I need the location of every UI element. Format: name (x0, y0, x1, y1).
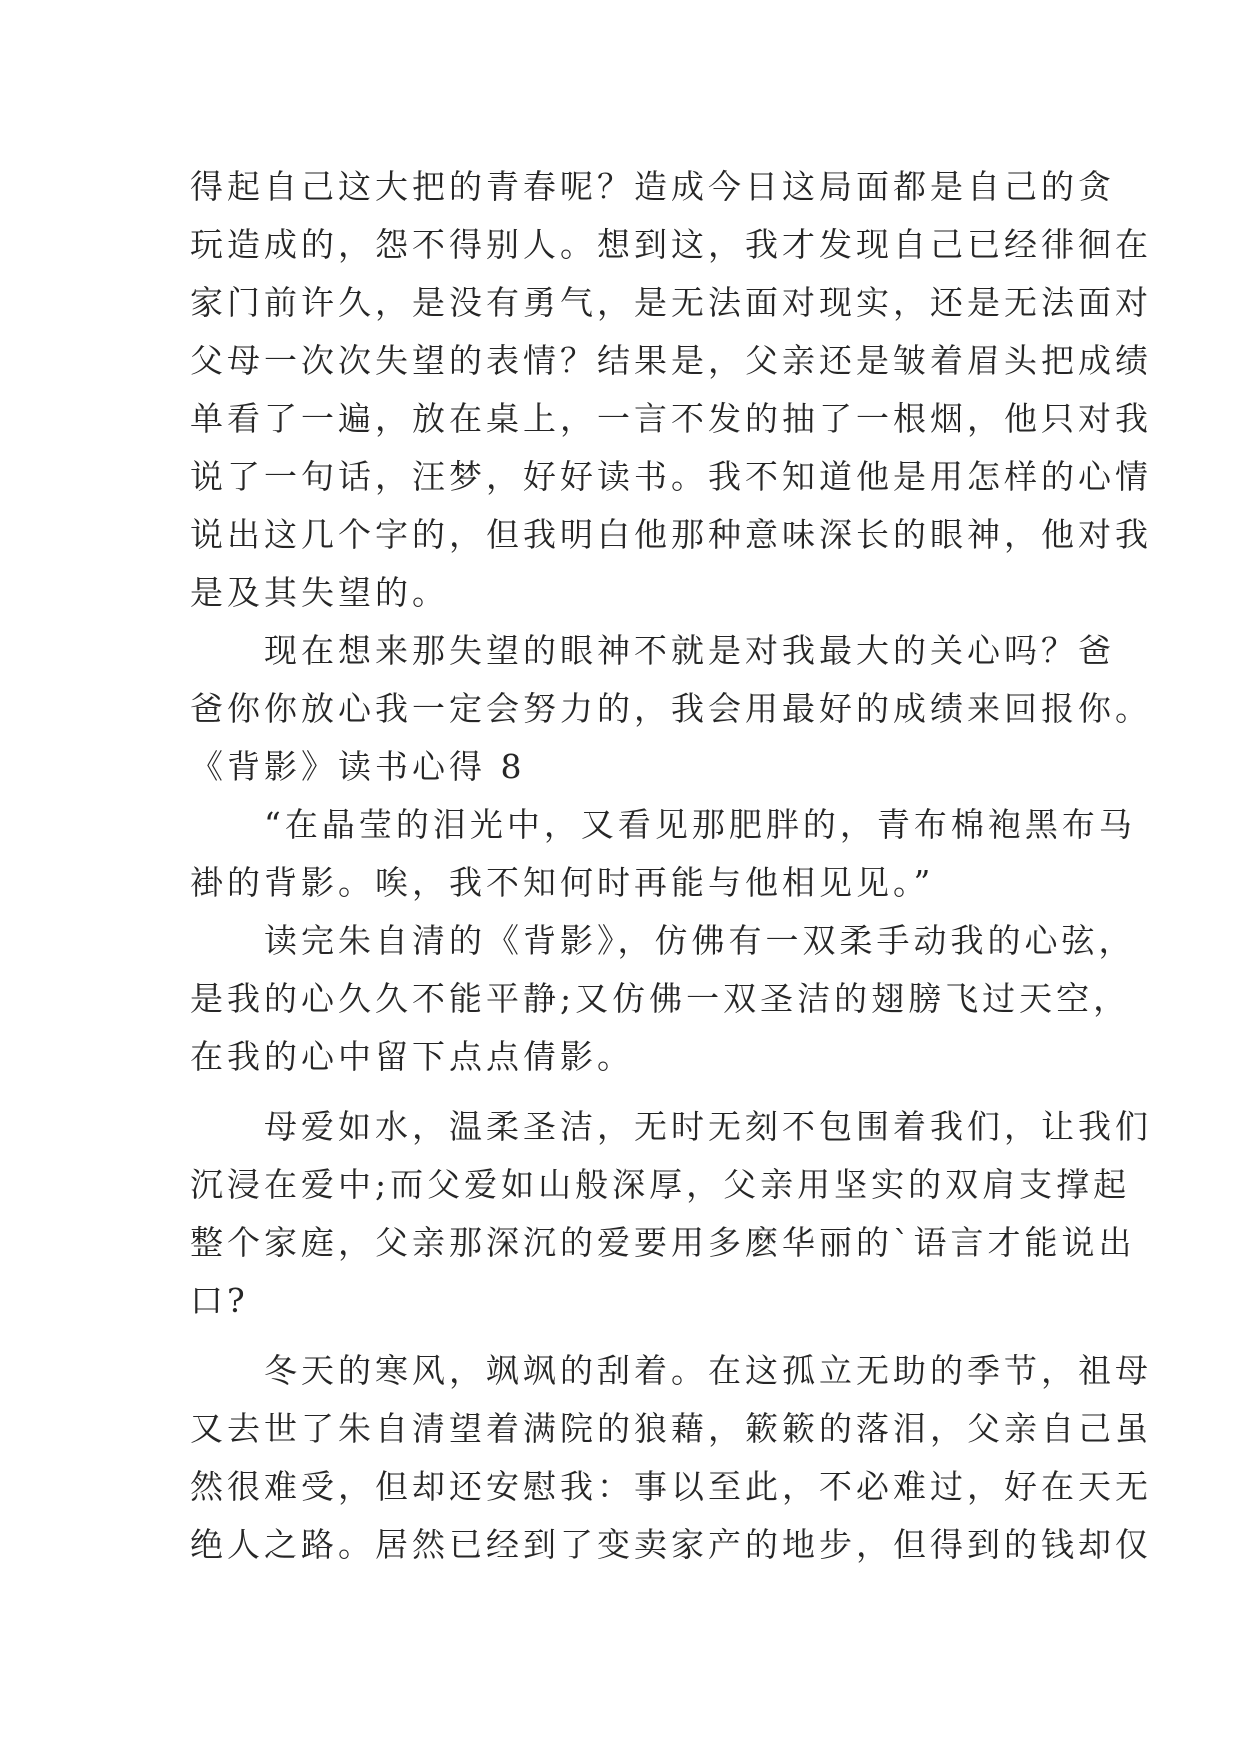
text-line: 读完朱自清的《背影》，仿佛有一双柔手动我的心弦， (190, 921, 1136, 960)
text-line: 沉浸在爱中;而父爱如山般深厚，父亲用坚实的双肩支撑起 (190, 1165, 1131, 1204)
text-line: 是及其失望的。 (190, 573, 449, 612)
text-line: 口? (190, 1281, 249, 1320)
text-line: 整个家庭，父亲那深沉的爱要用多麽华丽的`语言才能说出 (190, 1223, 1136, 1262)
section-heading: 《背影》读书心得 8 (190, 747, 526, 786)
text-line: “在晶莹的泪光中，又看见那肥胖的，青布棉袍黑布马 (190, 805, 1136, 844)
text-line: 玩造成的，怨不得别人。想到这，我才发现自己已经徘徊在 (190, 225, 1152, 264)
text-line: 母爱如水，温柔圣洁，无时无刻不包围着我们，让我们 (190, 1107, 1152, 1146)
paragraph-gap (190, 1086, 1070, 1098)
document-body (190, 158, 1152, 1574)
text-line: 得起自己这大把的青春呢？造成今日这局面都是自己的贪 (190, 167, 1115, 206)
text-line: 现在想来那失望的眼神不就是对我最大的关心吗？爸 (190, 631, 1115, 670)
text-line: 单看了一遍，放在桌上，一言不发的抽了一根烟，他只对我 (190, 399, 1152, 438)
text-line: 在我的心中留下点点倩影。 (190, 1037, 634, 1076)
text-line: 说出这几个字的，但我明白他那种意味深长的眼神，他对我 (190, 515, 1152, 554)
text-line: 是我的心久久不能平静;又仿佛一双圣洁的翅膀飞过天空， (190, 979, 1131, 1018)
text-line: 父母一次次失望的表情？结果是，父亲还是皱着眉头把成绩 (190, 341, 1152, 380)
paragraph-gap (190, 1330, 1070, 1342)
text-line: 褂的背影。唉，我不知何时再能与他相见见。” (190, 863, 935, 902)
text-line: 冬天的寒风，飒飒的刮着。在这孤立无助的季节，祖母 (190, 1351, 1152, 1390)
text-line: 绝人之路。居然已经到了变卖家产的地步，但得到的钱却仅 (190, 1525, 1152, 1564)
text-line: 爸你你放心我一定会努力的，我会用最好的成绩来回报你。 (190, 689, 1152, 728)
text-line: 然很难受，但却还安慰我：事以至此，不必难过，好在天无 (190, 1467, 1152, 1506)
text-line: 又去世了朱自清望着满院的狼藉，簌簌的落泪，父亲自己虽 (190, 1409, 1152, 1448)
text-line: 说了一句话，汪梦，好好读书。我不知道他是用怎样的心情 (190, 457, 1152, 496)
text-line: 家门前许久，是没有勇气，是无法面对现实，还是无法面对 (190, 283, 1152, 322)
